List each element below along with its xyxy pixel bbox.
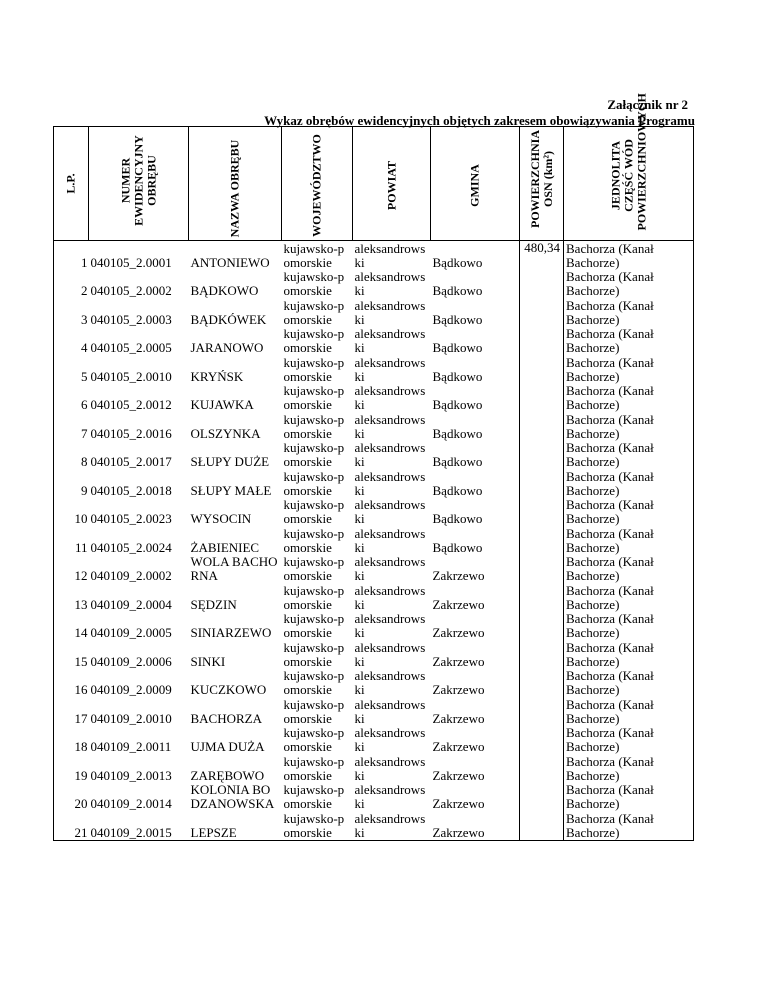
document-title: Wykaz obrębów ewidencyjnych objętych zakresem obowiązywania Programu: [264, 113, 695, 128]
row-powiat: aleksandrowski: [354, 753, 426, 783]
row-numer: 040105_2.0012: [90, 397, 172, 412]
row-woj: kujawsko-pomorskie: [283, 468, 345, 498]
row-woj: kujawsko-pomorskie: [283, 383, 345, 412]
col-header-powiat: POWIAT: [353, 127, 431, 241]
row-jcwp: Bachorza (Kanał Bachorze): [564, 412, 694, 441]
row-lp: 19: [54, 754, 89, 783]
row-area: [520, 469, 564, 498]
col-header-gmina: GMINA: [431, 127, 520, 241]
row-powiat: aleksandrowski: [353, 811, 431, 840]
row-nazwa: SINIARZEWO: [190, 625, 272, 640]
row-area: [520, 526, 564, 555]
col-header-pow: POWIERZCHNIA OSN (km²): [520, 127, 564, 241]
table-row: [54, 697, 694, 726]
row-jcwp: Bachorza (Kanał Bachorze): [564, 669, 694, 698]
row-gmina: Zakrzewo: [431, 726, 520, 755]
table-row: [54, 469, 694, 498]
row-woj: kujawsko-pomorskie: [283, 297, 345, 327]
row-powiat: aleksandrowski: [354, 269, 426, 298]
row-numer: 040109_2.0005: [90, 625, 172, 640]
table-header-row: [54, 127, 694, 241]
table-row: [54, 241, 694, 270]
table-row: [54, 412, 694, 441]
row-area: [520, 355, 564, 384]
row-gmina: Bądkowo: [431, 327, 520, 356]
row-area: [520, 640, 564, 669]
row-numer: 040105_2.0017: [90, 454, 172, 469]
row-area: [520, 441, 564, 470]
table-row: [54, 640, 694, 669]
row-gmina: Bądkowo: [431, 469, 520, 498]
row-gmina: Zakrzewo: [431, 754, 520, 783]
row-numer: 040105_2.0016: [90, 425, 172, 441]
row-gmina: Bądkowo: [431, 526, 520, 555]
table-row: [54, 384, 694, 413]
col-header-nazwa: NAZWA OBRĘBU: [189, 127, 282, 241]
row-numer: 040109_2.0004: [90, 596, 172, 612]
row-numer: 040105_2.0024: [90, 539, 172, 555]
row-numer: 040109_2.0011: [90, 739, 172, 754]
row-lp: 8: [54, 441, 89, 470]
row-numer: 040109_2.0006: [90, 653, 172, 669]
row-nazwa: JARANOWO: [190, 340, 264, 355]
table-row: [54, 526, 694, 555]
row-area: [520, 555, 564, 584]
row-numer: 040105_2.0010: [90, 368, 172, 384]
row-powiat: aleksandrowski: [354, 525, 426, 555]
row-woj: kujawsko-pomorskie: [283, 440, 345, 469]
row-lp: 18: [54, 726, 89, 755]
row-nazwa: KRYŃSK: [190, 368, 244, 384]
row-gmina: Bądkowo: [431, 498, 520, 527]
row-numer: 040105_2.0003: [90, 311, 172, 327]
row-lp: 11: [54, 526, 89, 555]
row-jcwp: Bachorza (Kanał Bachorze): [564, 726, 694, 755]
row-lp: 14: [54, 612, 89, 641]
annex-label: Załącznik nr 2: [607, 97, 688, 112]
table-row: [54, 555, 694, 584]
row-powiat: aleksandrowski: [354, 297, 426, 327]
row-jcwp: Bachorza (Kanał Bachorze): [564, 270, 694, 299]
row-nazwa: OLSZYNKA: [190, 425, 261, 441]
table-row: [54, 669, 694, 698]
row-area: 480,34: [520, 241, 564, 270]
row-woj: kujawsko-pomorskie: [283, 668, 345, 697]
col-header-jcwp: JEDNOLITA CZĘŚĆ WÓD POWIERZCHNIOWYCH: [564, 127, 694, 241]
row-area: [520, 811, 564, 840]
row-powiat: aleksandrowski: [354, 497, 426, 526]
row-woj: kujawsko-pomorskie: [282, 811, 353, 840]
row-jcwp: Bachorza (Kanał Bachorze): [564, 811, 694, 840]
row-numer: 040105_2.0018: [90, 482, 172, 498]
row-powiat: aleksandrowski: [354, 554, 426, 583]
col-header-lp: L.P.: [54, 127, 89, 241]
row-nazwa: SŁUPY DUŻE: [190, 454, 270, 469]
table-row: [54, 441, 694, 470]
row-woj: kujawsko-pomorskie: [283, 611, 345, 640]
row-area: [520, 612, 564, 641]
row-area: [520, 754, 564, 783]
row-powiat: aleksandrowski: [354, 582, 426, 612]
row-lp: 10: [54, 498, 89, 527]
row-nazwa: BĄDKÓWEK: [190, 311, 267, 327]
row-gmina: Bądkowo: [431, 412, 520, 441]
row-jcwp: Bachorza (Kanał Bachorze): [564, 355, 694, 384]
row-gmina: Zakrzewo: [431, 697, 520, 726]
row-gmina: Bądkowo: [431, 241, 520, 270]
row-jcwp: Bachorza (Kanał Bachorze): [564, 612, 694, 641]
row-powiat: aleksandrowski: [354, 440, 426, 469]
row-area: [520, 498, 564, 527]
row-lp: 2: [54, 270, 89, 299]
row-woj: kujawsko-pomorskie: [283, 582, 345, 612]
row-area: [520, 327, 564, 356]
row-gmina: Zakrzewo: [431, 612, 520, 641]
row-gmina: Bądkowo: [431, 355, 520, 384]
row-lp: 5: [54, 355, 89, 384]
row-nazwa: UJMA DUŻA: [190, 739, 265, 754]
row-jcwp: Bachorza (Kanał Bachorze): [564, 498, 694, 527]
row-powiat: aleksandrowski: [354, 668, 426, 697]
table-row: [54, 783, 694, 812]
row-lp: 13: [54, 583, 89, 612]
row-numer: 040105_2.0001: [90, 254, 172, 270]
row-nazwa: ŻABIENIEC: [190, 539, 260, 555]
table-row: [54, 270, 694, 299]
row-lp: 12: [54, 555, 89, 584]
row-nazwa: ZARĘBOWO: [190, 767, 265, 783]
row-gmina: Zakrzewo: [431, 555, 520, 584]
row-nazwa: WOLA BACHORNA: [190, 554, 278, 583]
row-area: [520, 270, 564, 299]
row-powiat: aleksandrowski: [354, 240, 426, 270]
row-nazwa: BACHORZA: [190, 710, 263, 726]
row-woj: kujawsko-pomorskie: [283, 326, 345, 355]
row-powiat: aleksandrowski: [354, 725, 426, 754]
row-woj: kujawsko-pomorskie: [283, 240, 345, 270]
row-lp: 3: [54, 298, 89, 327]
row-lp: 15: [54, 640, 89, 669]
row-numer: 040109_2.0015: [89, 811, 189, 840]
row-nazwa: ANTONIEWO: [190, 254, 270, 270]
row-jcwp: Bachorza (Kanał Bachorze): [564, 555, 694, 584]
row-jcwp: Bachorza (Kanał Bachorze): [564, 241, 694, 270]
row-area: [520, 697, 564, 726]
row-lp: 9: [54, 469, 89, 498]
row-nazwa: BĄDKOWO: [190, 283, 259, 298]
row-gmina: Zakrzewo: [431, 583, 520, 612]
row-lp: 4: [54, 327, 89, 356]
row-numer: 040109_2.0009: [90, 682, 172, 697]
table-row: [54, 583, 694, 612]
row-woj: kujawsko-pomorskie: [283, 354, 345, 384]
row-woj: kujawsko-pomorskie: [283, 753, 345, 783]
row-nazwa: SĘDZIN: [190, 596, 237, 612]
row-area: [520, 783, 564, 812]
row-powiat: aleksandrowski: [354, 696, 426, 726]
row-lp: 20: [54, 783, 89, 812]
row-jcwp: Bachorza (Kanał Bachorze): [564, 298, 694, 327]
row-nazwa: KUCZKOWO: [190, 682, 267, 697]
row-numer: 040109_2.0010: [90, 710, 172, 726]
col-header-numer: NUMER EWIDENCYJNY OBRĘBU: [89, 127, 189, 241]
row-powiat: aleksandrowski: [354, 326, 426, 355]
row-numer: 040109_2.0013: [90, 767, 172, 783]
row-woj: kujawsko-pomorskie: [283, 696, 345, 726]
row-nazwa: SINKI: [190, 653, 226, 669]
row-woj: kujawsko-pomorskie: [283, 725, 345, 754]
table-row: [54, 754, 694, 783]
row-jcwp: Bachorza (Kanał Bachorze): [564, 754, 694, 783]
table-row: [54, 811, 694, 840]
row-lp: 7: [54, 412, 89, 441]
table-row: [54, 327, 694, 356]
row-gmina: Zakrzewo: [431, 811, 520, 840]
row-woj: kujawsko-pomorskie: [283, 497, 345, 526]
row-lp: 17: [54, 697, 89, 726]
row-gmina: Bądkowo: [431, 270, 520, 299]
row-lp: 1: [54, 241, 89, 270]
row-area: [520, 384, 564, 413]
row-powiat: aleksandrowski: [354, 782, 426, 811]
row-lp: 6: [54, 384, 89, 413]
row-woj: kujawsko-pomorskie: [283, 411, 345, 441]
table-row: [54, 612, 694, 641]
row-jcwp: Bachorza (Kanał Bachorze): [564, 384, 694, 413]
row-gmina: Zakrzewo: [431, 640, 520, 669]
row-jcwp: Bachorza (Kanał Bachorze): [564, 697, 694, 726]
row-gmina: Zakrzewo: [431, 669, 520, 698]
row-jcwp: Bachorza (Kanał Bachorze): [564, 441, 694, 470]
row-area: [520, 298, 564, 327]
row-jcwp: Bachorza (Kanał Bachorze): [564, 640, 694, 669]
row-gmina: Zakrzewo: [431, 783, 520, 812]
row-numer: 040109_2.0002: [90, 568, 172, 583]
row-nazwa: LEPSZE: [189, 811, 282, 840]
row-numer: 040109_2.0014: [90, 796, 172, 811]
row-lp: 21: [54, 811, 89, 840]
row-powiat: aleksandrowski: [354, 611, 426, 640]
col-header-woj: WOJEWÓDZTWO: [282, 127, 353, 241]
row-woj: kujawsko-pomorskie: [283, 554, 345, 583]
row-powiat: aleksandrowski: [354, 354, 426, 384]
row-woj: kujawsko-pomorskie: [283, 269, 345, 298]
row-nazwa: WYSOCIN: [190, 511, 252, 526]
table-row: [54, 355, 694, 384]
row-gmina: Bądkowo: [431, 298, 520, 327]
row-gmina: Bądkowo: [431, 441, 520, 470]
row-area: [520, 669, 564, 698]
row-area: [520, 412, 564, 441]
row-jcwp: Bachorza (Kanał Bachorze): [564, 583, 694, 612]
row-powiat: aleksandrowski: [354, 639, 426, 669]
row-powiat: aleksandrowski: [354, 468, 426, 498]
row-jcwp: Bachorza (Kanał Bachorze): [564, 526, 694, 555]
table-row: [54, 726, 694, 755]
row-nazwa: KOLONIA BODZANOWSKA: [190, 782, 275, 811]
table-row: [54, 498, 694, 527]
row-numer: 040105_2.0005: [90, 340, 172, 355]
row-powiat: aleksandrowski: [354, 383, 426, 412]
row-jcwp: Bachorza (Kanał Bachorze): [564, 783, 694, 812]
row-jcwp: Bachorza (Kanał Bachorze): [564, 469, 694, 498]
row-numer: 040105_2.0023: [90, 511, 172, 526]
table-row: [54, 298, 694, 327]
row-jcwp: Bachorza (Kanał Bachorze): [564, 327, 694, 356]
row-woj: kujawsko-pomorskie: [283, 782, 345, 811]
row-gmina: Bądkowo: [431, 384, 520, 413]
row-area: [520, 583, 564, 612]
row-numer: 040105_2.0002: [90, 283, 172, 298]
row-woj: kujawsko-pomorskie: [283, 639, 345, 669]
row-area: [520, 726, 564, 755]
row-lp: 16: [54, 669, 89, 698]
row-powiat: aleksandrowski: [354, 411, 426, 441]
row-nazwa: KUJAWKA: [190, 397, 254, 412]
row-nazwa: SŁUPY MAŁE: [190, 482, 272, 498]
row-woj: kujawsko-pomorskie: [283, 525, 345, 555]
